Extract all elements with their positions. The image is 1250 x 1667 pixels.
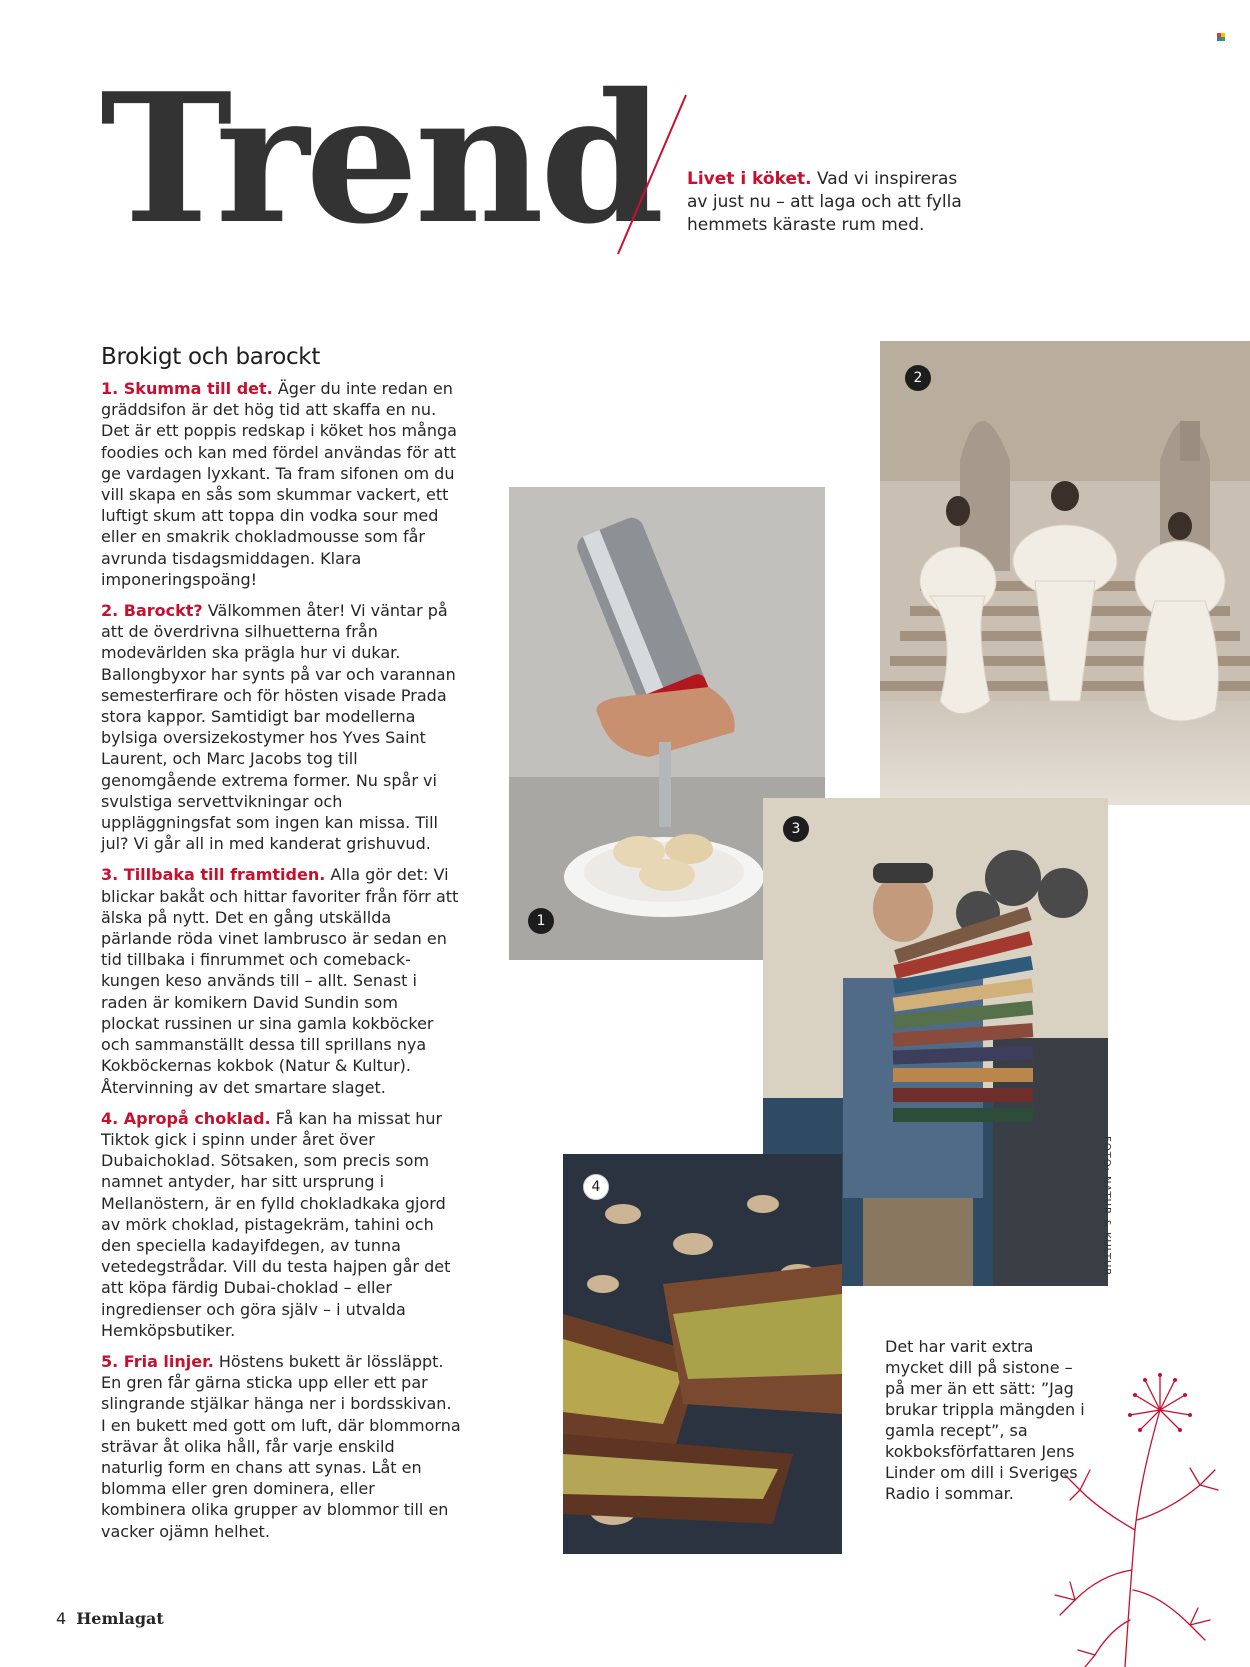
photo-number-badge: 3 bbox=[783, 816, 809, 842]
article-item-4 bbox=[101, 1108, 461, 1341]
photo-number-badge: 1 bbox=[528, 908, 554, 934]
item-lead: 5. Fria linjer. bbox=[101, 1351, 214, 1371]
item-lead: 4. Apropå choklad. bbox=[101, 1108, 271, 1128]
item-text: Få kan ha missat hur Tiktok gick i spinn under året över Dubaichoklad. Sötsaken, som precis som namnet antyder, har sitt ursprung i Mellanöstern, är en fylld chokladkaka gjord av mörk choklad, pistagekräm, tahini och den speciella kadayifdegen, av tunna vetedegstrådar. Vill du testa hajpen går det att köpa färdig Dubai-choklad – eller ingredienser och göra själv – i utvalda Hemköpsbutiker. bbox=[101, 1108, 451, 1340]
photo-fashion-models bbox=[880, 341, 1250, 805]
article-item-5 bbox=[101, 1351, 461, 1542]
red-slash-divider bbox=[610, 92, 690, 257]
intro-lead: Livet i köket. bbox=[687, 169, 812, 189]
intro-text bbox=[687, 168, 977, 237]
item-text: Höstens bukett är lössläppt. En gren får gärna sticka upp eller ett par slingrande stjälkar hänga ner i bordsskivan. I en bukett med gott om luft, där blommorna strävar åt olika håll, får varje enskild naturlig form en chans att synas. Låt en blomma eller gren dominera, eller kombinera olika grupper av blommor till en vacker ojämn helhet. bbox=[101, 1351, 461, 1541]
photo-dubai-chocolate bbox=[563, 1154, 842, 1554]
page-number: 4 bbox=[56, 1609, 67, 1628]
page-footer bbox=[56, 1609, 164, 1628]
dill-illustration bbox=[1040, 1370, 1230, 1667]
article-item-3 bbox=[101, 864, 461, 1097]
article-item-1 bbox=[101, 378, 461, 590]
item-text: Välkommen åter! Vi väntar på att de överdrivna silhuetterna från modevärlden ska prägla hur vi dukar. Ballongbyxor har synts på var och varannan semesterfirare och för hösten visade Prada stora kappor. Samtidigt bar modellerna bylsiga oversizekostymer hos Yves Saint Laurent, och Marc Jacobs tog till genomgående extrema former. Nu spår vi svulstiga servettvikningar och uppläggningsfat som ingen kan missa. Till jul? Vi går all in med kanderat grishuvud. bbox=[101, 601, 456, 854]
photo-number-badge: 2 bbox=[905, 365, 931, 391]
photo-credit: FOTO: NATUR & KULTUR bbox=[1101, 1136, 1112, 1277]
item-text: Äger du inte redan en gräddsifon är det hög tid att skaffa en nu. Det är ett poppis redskap i köket hos många foodies och kan med fördel användas för att ge vardagen lyxkant. Ta fram sifonen om du vill skapa en sås som skummar vackert, ett luftigt skum att toppa din vodka sour med eller en smakrik chokladmousse som får avrunda tisdagsmiddagen. Klara imponeringspoäng! bbox=[101, 379, 457, 589]
dill-sidenote: Det har varit extra mycket dill på sistone – på mer än ett sätt: ”Jag brukar trippla mängden i gamla recept”, sa kokboksförfattaren Jens Linder om dill i Sveriges Radio i sommar. bbox=[885, 1337, 1085, 1503]
item-lead: 1. Skumma till det. bbox=[101, 379, 273, 398]
photo-number-badge: 4 bbox=[583, 1174, 609, 1200]
item-lead: 3. Tillbaka till framtiden. bbox=[101, 865, 326, 885]
chocolate-photo-illustration bbox=[563, 1154, 842, 1554]
article-heading: Brokigt och barockt bbox=[101, 344, 321, 370]
fashion-photo-illustration bbox=[880, 341, 1250, 805]
page-title: Trend bbox=[100, 54, 661, 263]
item-text: Alla gör det: Vi blickar bakåt och hittar favoriter från förr att älska på nytt. Det en gång utskällda pärlande röda vinet lambrusco är sedan en tid tillbaka i finrummet och comeback-kungen keso används till – allt. Senast i raden är komikern David Sundin som plockat russinen ur sina gamla kokböcker och sammanställt dessa till sprillans nya Kokböckernas kokbok (Natur & Kultur). Återvinning av det smartare slaget. bbox=[101, 865, 459, 1097]
article-item-2 bbox=[101, 600, 461, 854]
item-lead: 2. Barockt? bbox=[101, 601, 203, 621]
color-registration-mark bbox=[1217, 33, 1225, 41]
article-column bbox=[101, 344, 461, 1552]
intro-body: Vad vi inspireras av just nu – att laga och att fylla hemmets käraste rum med. bbox=[687, 169, 962, 235]
magazine-name: Hemlagat bbox=[76, 1609, 164, 1628]
